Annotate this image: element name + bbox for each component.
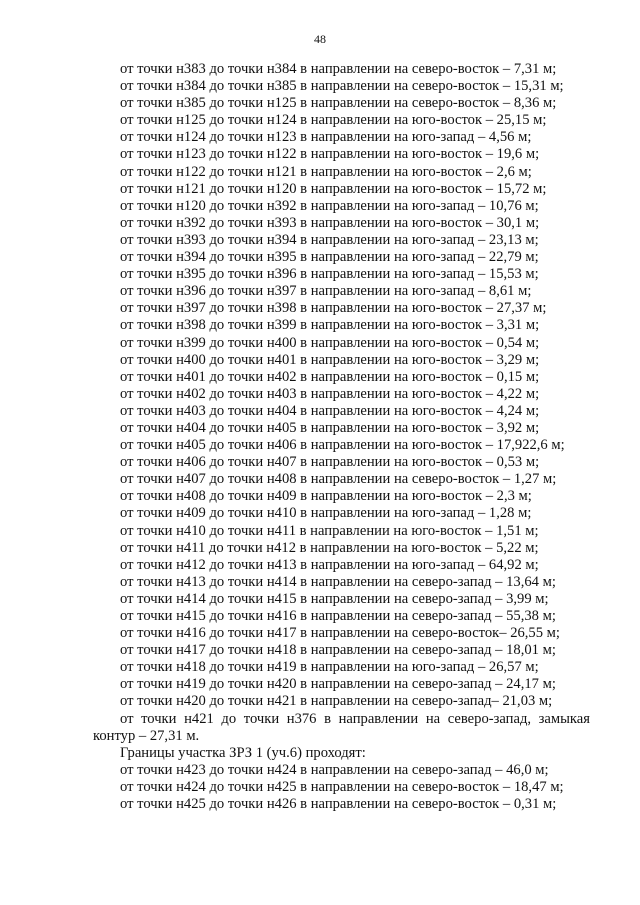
closing-paragraph-line: от точки н421 до точки н376 в направлении на северо-запад, замыкая: [120, 710, 590, 727]
closing-paragraph-continuation: контур – 27,31 м.: [93, 727, 200, 744]
boundary-line: от точки н416 до точки н417 в направлении на северо-восток– 26,55 м;: [120, 625, 560, 642]
boundary-line: от точки н396 до точки н397 в направлении на юго-запад – 8,61 м;: [120, 283, 532, 300]
boundary-line: от точки н404 до точки н405 в направлении на юго-восток – 3,92 м;: [120, 419, 540, 436]
boundary-line: от точки н392 до точки н393 в направлении на юго-восток – 30,1 м;: [120, 214, 540, 231]
boundary-line: от точки н409 до точки н410 в направлении на юго-запад – 1,28 м;: [120, 505, 532, 522]
page-number: 48: [314, 32, 326, 46]
section-heading: Границы участка ЗРЗ 1 (уч.6) проходят:: [120, 744, 366, 761]
boundary-line: от точки н401 до точки н402 в направлении на юго-восток – 0,15 м;: [120, 368, 540, 385]
boundary-line: от точки н417 до точки н418 в направлении на северо-запад – 18,01 м;: [120, 642, 556, 659]
boundary-line: от точки н405 до точки н406 в направлении на юго-восток – 17,922,6 м;: [120, 437, 565, 454]
boundary-line: от точки н423 до точки н424 в направлении на северо-запад – 46,0 м;: [120, 761, 549, 778]
boundary-line: от точки н383 до точки н384 в направлении на северо-восток – 7,31 м;: [120, 61, 557, 77]
closing-paragraph: [93, 710, 590, 745]
boundary-line: от точки н121 до точки н120 в направлении на юго-восток – 15,72 м;: [120, 180, 547, 197]
boundary-line: от точки н412 до точки н413 в направлении на юго-запад – 64,92 м;: [120, 556, 539, 573]
boundary-line: от точки н125 до точки н124 в направлении на юго-восток – 25,15 м;: [120, 112, 547, 129]
boundary-line: от точки н384 до точки н385 в направлении на северо-восток – 15,31 м;: [120, 78, 564, 95]
boundary-line: от точки н123 до точки н122 в направлении на юго-восток – 19,6 м;: [120, 146, 540, 163]
boundary-list-zrz1: [120, 762, 590, 813]
boundary-line: от точки н393 до точки н394 в направлении на юго-запад – 23,13 м;: [120, 231, 539, 248]
boundary-line: от точки н400 до точки н401 в направлении на юго-восток – 3,29 м;: [120, 351, 540, 368]
boundary-line: от точки н124 до точки н123 в направлении на юго-запад – 4,56 м;: [120, 129, 532, 146]
boundary-line: от точки н402 до точки н403 в направлении на юго-восток – 4,22 м;: [120, 385, 540, 402]
boundary-line: от точки н397 до точки н398 в направлении на юго-восток – 27,37 м;: [120, 300, 547, 317]
boundary-line: от точки н408 до точки н409 в направлении на юго-восток – 2,3 м;: [120, 488, 532, 505]
boundary-line: от точки н407 до точки н408 в направлении на северо-восток – 1,27 м;: [120, 471, 557, 488]
boundary-line: от точки н420 до точки н421 в направлении на северо-запад– 21,03 м;: [120, 693, 553, 710]
boundary-line: от точки н399 до точки н400 в направлении на юго-восток – 0,54 м;: [120, 334, 540, 351]
boundary-line: от точки н410 до точки н411 в направлении на юго-восток – 1,51 м;: [120, 522, 539, 539]
boundary-line: от точки н398 до точки н399 в направлении на юго-восток – 3,31 м;: [120, 317, 540, 334]
boundary-line: от точки н413 до точки н414 в направлении на северо-запад – 13,64 м;: [120, 573, 556, 590]
boundary-line: от точки н122 до точки н121 в направлении на юго-восток – 2,6 м;: [120, 163, 532, 180]
boundary-line: от точки н120 до точки н392 в направлении на юго-запад – 10,76 м;: [120, 197, 539, 214]
boundary-line: от точки н415 до точки н416 в направлении на северо-запад – 55,38 м;: [120, 608, 556, 624]
boundary-line: от точки н424 до точки н425 в направлении на северо-восток – 18,47 м;: [120, 778, 564, 795]
boundary-line: от точки н414 до точки н415 в направлении на северо-запад – 3,99 м;: [120, 590, 549, 607]
boundary-list: [120, 61, 590, 711]
boundary-line: от точки н394 до точки н395 в направлении на юго-запад – 22,79 м;: [120, 249, 539, 266]
boundary-line: от точки н418 до точки н419 в направлении на юго-запад – 26,57 м;: [120, 659, 539, 676]
document-body: [93, 61, 590, 813]
boundary-line: от точки н385 до точки н125 в направлении на северо-восток – 8,36 м;: [120, 95, 557, 112]
boundary-line: от точки н395 до точки н396 в направлении на юго-запад – 15,53 м;: [120, 266, 539, 283]
boundary-line: от точки н406 до точки н407 в направлении на юго-восток – 0,53 м;: [120, 454, 540, 471]
boundary-line: от точки н425 до точки н426 в направлении на северо-восток – 0,31 м;: [120, 796, 557, 813]
boundary-line: от точки н403 до точки н404 в направлении на юго-восток – 4,24 м;: [120, 402, 540, 419]
boundary-line: от точки н419 до точки н420 в направлении на северо-запад – 24,17 м;: [120, 676, 556, 693]
boundary-line: от точки н411 до точки н412 в направлении на юго-восток – 5,22 м;: [120, 539, 539, 556]
